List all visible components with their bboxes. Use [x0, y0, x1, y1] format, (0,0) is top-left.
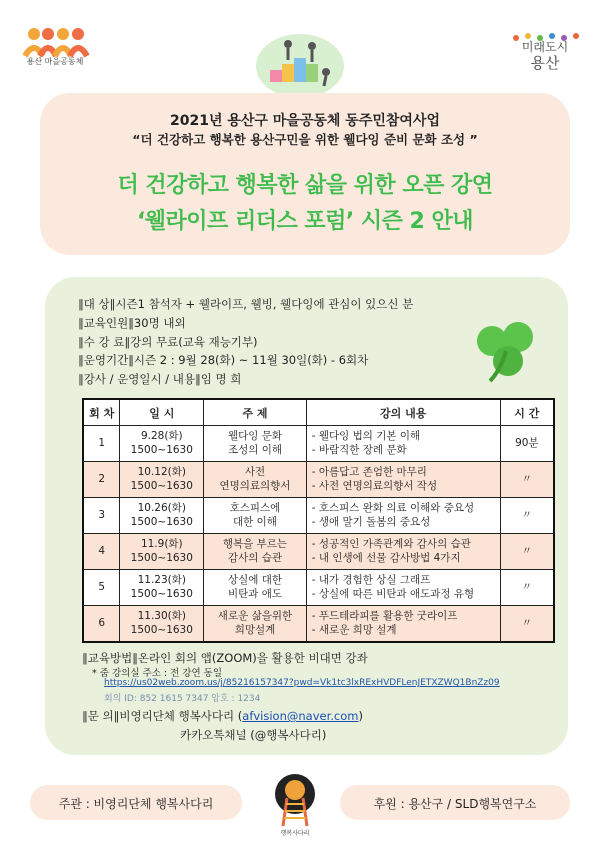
row-content-line1: - 호스피스 완화 의료 이해와 중요성 — [311, 501, 475, 514]
row-topic-line2: 희망설계 — [234, 623, 276, 636]
row-duration: 〃 — [500, 534, 554, 570]
row-time: 1500~1630 — [130, 587, 193, 600]
row-topic-line2: 감사의 습관 — [227, 551, 282, 564]
main-title-line2: ‘웰라이프 리더스 포럼’ 시즌 2 안내 — [136, 209, 474, 234]
row-session: 5 — [83, 570, 120, 606]
row-session: 1 — [83, 426, 120, 462]
host-text: 주관 : 비영리단체 행복사다리 — [58, 797, 214, 811]
program-subtitle: 2021년 용산구 마을공동체 동주민참여사업 — [170, 113, 440, 129]
row-time: 1500~1630 — [130, 551, 193, 564]
row-session: 2 — [83, 462, 120, 498]
row-session: 4 — [83, 534, 120, 570]
table-row — [83, 462, 554, 498]
row-date: 9.28(화) — [140, 429, 183, 442]
row-topic-line2: 조성의 이해 — [227, 443, 282, 456]
row-topic-line2: 대한 이해 — [233, 515, 277, 528]
row-time: 1500~1630 — [130, 443, 193, 456]
community-logo-text: 용산 마을공동체 — [26, 57, 84, 66]
row-topic-line1: 호스피스에 — [229, 501, 281, 514]
row-topic — [204, 606, 306, 643]
table-row — [83, 498, 554, 534]
row-content-line1: - 성공적인 가족관계와 감사의 습관 — [311, 537, 471, 550]
row-time: 1500~1630 — [130, 515, 193, 528]
row-content — [306, 606, 500, 643]
row-topic-line1: 새로운 삶을위한 — [217, 609, 293, 622]
row-datetime — [120, 534, 204, 570]
row-topic — [204, 534, 306, 570]
row-date: 10.12(화) — [137, 465, 186, 478]
row-duration: 〃 — [500, 606, 554, 643]
row-content-line2: - 내 인생에 선물 감사방법 4가지 — [311, 551, 461, 564]
row-duration: 90분 — [500, 426, 554, 462]
contact-suffix: ) — [358, 709, 363, 723]
col-header-topic: 주 제 — [204, 399, 306, 426]
row-content-line2: - 생애 말기 돌봄의 중요성 — [311, 515, 431, 528]
row-date: 11.23(화) — [137, 573, 186, 586]
row-duration: 〃 — [500, 498, 554, 534]
row-date: 10.26(화) — [137, 501, 186, 514]
col-header-content: 강의 내용 — [306, 399, 500, 426]
education-method: ∥교육방법∥온라인 회의 앱(ZOOM)을 활용한 비대면 강좌 — [82, 651, 368, 665]
table-row — [83, 570, 554, 606]
row-date: 11.9(화) — [140, 537, 183, 550]
row-content-line2: - 상실에 따른 비탄과 애도과정 유형 — [311, 587, 475, 600]
row-topic-line1: 사전 — [244, 465, 266, 478]
row-content — [306, 570, 500, 606]
contact-email-link[interactable]: afvision@naver.com — [242, 709, 359, 723]
program-slogan: “더 건강하고 행복한 용산구민을 위한 웰다잉 준비 문화 조성 ” — [132, 132, 478, 147]
row-topic — [204, 498, 306, 534]
info-count: ∥교육인원∥30명 내외 — [78, 316, 186, 330]
zoom-address-label: * 줌 강의실 주소 : 전 강연 동일 — [92, 668, 223, 679]
row-content-line1: - 내가 경험한 상실 그래프 — [311, 573, 431, 586]
row-topic-line1: 웰다잉 문화 — [227, 429, 282, 442]
row-time: 1500~1630 — [130, 623, 193, 636]
zoom-link[interactable]: https://us02web.zoom.us/j/85216157347?pwd=Vk1tc3lxRExHVDFLenJETXZWQ1BnZz09 — [104, 678, 500, 688]
sponsor-text: 후원 : 용산구 / SLD행복연구소 — [373, 797, 537, 811]
table-row — [83, 534, 554, 570]
row-datetime — [120, 498, 204, 534]
row-content-line2: - 바람직한 장례 문화 — [311, 443, 407, 456]
row-content — [306, 426, 500, 462]
yongsan-logo-top-text: 미래도시 — [521, 40, 569, 54]
table-row — [83, 606, 554, 643]
col-header-datetime: 일 시 — [120, 399, 204, 426]
kakao-channel: 카카오톡채널 (@행복사다리) — [180, 728, 327, 742]
row-content — [306, 498, 500, 534]
info-target: ∥대 상∥시즌1 참석자 + 웰라이프, 웰빙, 웰다잉에 관심이 있으신 분 — [78, 297, 414, 311]
row-datetime — [120, 426, 204, 462]
row-topic-line1: 행복을 부르는 — [222, 537, 288, 550]
row-topic — [204, 462, 306, 498]
row-datetime — [120, 606, 204, 643]
people-illustration-icon — [252, 24, 348, 102]
row-session: 3 — [83, 498, 120, 534]
main-title-line1: 더 건강하고 행복한 삶을 위한 오픈 강연 — [117, 173, 493, 198]
happiness-ladder-logo-icon — [265, 770, 325, 838]
info-fee: ∥수 강 료∥강의 무료(교육 재능기부) — [78, 335, 258, 349]
row-datetime — [120, 462, 204, 498]
row-duration: 〃 — [500, 570, 554, 606]
schedule-table — [82, 398, 555, 643]
clover-icon — [470, 315, 542, 385]
info-period: ∥운영기간∥시즌 2 : 9월 28(화) ~ 11월 30일(화) - 6회차 — [78, 353, 369, 367]
row-session: 6 — [83, 606, 120, 643]
zoom-meeting-id: 회의 ID: 852 1615 7347 암호 : 1234 — [104, 694, 261, 704]
row-topic-line2: 연명의료의향서 — [219, 479, 291, 492]
row-topic-line1: 상실에 대한 — [227, 573, 282, 586]
row-topic — [204, 570, 306, 606]
row-content-line2: - 사전 연명의료의향서 작성 — [311, 479, 438, 492]
row-topic-line2: 비탄과 애도 — [227, 587, 282, 600]
row-content — [306, 534, 500, 570]
row-date: 11.30(화) — [137, 609, 186, 622]
table-row — [83, 426, 554, 462]
row-content-line1: - 웰다잉 법의 기본 이해 — [311, 429, 421, 442]
row-duration: 〃 — [500, 462, 554, 498]
contact-prefix: ∥문 의∥비영리단체 행복사다리 ( — [82, 709, 243, 723]
contact-line — [82, 708, 363, 724]
row-content-line1: - 아름답고 존엄한 마무리 — [311, 465, 427, 478]
happiness-ladder-logo-text: 행복사다리 — [280, 830, 310, 837]
col-header-session: 회 차 — [83, 399, 120, 426]
row-datetime — [120, 570, 204, 606]
yongsan-logo-bottom-text: 용산 — [530, 54, 560, 72]
row-content-line1: - 푸드테라피를 활용한 굿라이프 — [311, 609, 458, 622]
row-topic — [204, 426, 306, 462]
row-time: 1500~1630 — [130, 479, 193, 492]
info-lecturer: ∥강사 / 운영일시 / 내용∥임 명 희 — [78, 372, 242, 386]
col-header-duration: 시 간 — [500, 399, 554, 426]
row-content — [306, 462, 500, 498]
schedule-header-row — [83, 399, 554, 426]
row-content-line2: - 새로운 희망 설계 — [311, 623, 397, 636]
